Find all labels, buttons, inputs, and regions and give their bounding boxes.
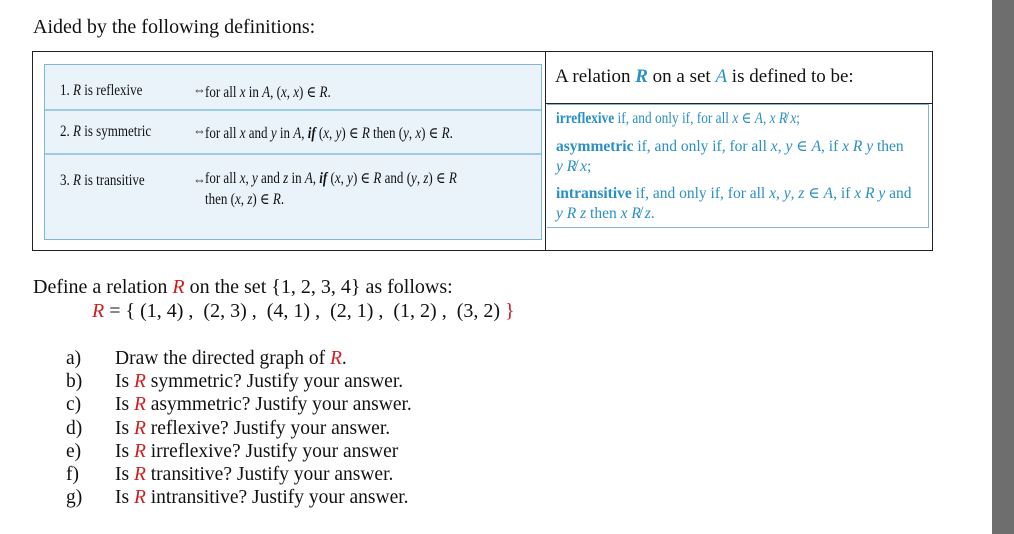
definition-irreflexive: irreflexive if, and only if, for all x ∈ A, x R̸ x; (556, 110, 800, 127)
definition-condition: for all x, y and z in A, if (x, y) ∈ R and (y, z) ∈ R then (x, z) ∈ R. (205, 170, 457, 208)
definition-transitive: 3. R is transitive ⇔ for all x, y and z in A, if (x, y) ∈ R and (y, z) ∈ R then (x, z) ∈ R. (60, 170, 457, 208)
left-definitions-panel (44, 64, 542, 240)
vertical-scrollbar[interactable] (992, 0, 1014, 534)
definition-symmetric: 2. R is symmetric ⇔ for all x and y in A, if (x, y) ∈ R then (y, x) ∈ R. (45, 111, 541, 155)
iff-arrow-icon: ⇔ (193, 172, 206, 187)
define-relation-text: Define a relation R on the set {1, 2, 3, 4} as follows: (33, 276, 453, 298)
definition-condition: for all x and y in A, if (x, y) ∈ R then (y, x) ∈ R. (205, 125, 453, 142)
definitions-table (32, 51, 933, 251)
definition-condition: for all x in A, (x, x) ∈ R. (205, 84, 331, 101)
relation-set: R = { (1, 4) , (2, 3) , (4, 1) , (2, 1) , (1, 2) , (3, 2) } (92, 300, 515, 322)
iff-arrow-icon: ⇔ (193, 123, 206, 138)
definition-intransitive: intransitive if, and only if, for all x, y, z ∈ A, if x R y and y R z then x R̸ z. (556, 185, 912, 222)
definition-reflexive: 1. R is reflexive ⇔ for all x in A, (x, x) ∈ R. (45, 65, 541, 111)
iff-arrow-icon: ⇔ (193, 82, 206, 97)
intro-text: Aided by the following definitions: (33, 16, 316, 38)
relation-header: A relation R on a set A is defined to be: (555, 66, 854, 87)
definition-asymmetric: asymmetric if, and only if, for all x, y ∈ A, if x R y then y R̸ x; (556, 138, 904, 175)
table-divider (545, 52, 546, 250)
